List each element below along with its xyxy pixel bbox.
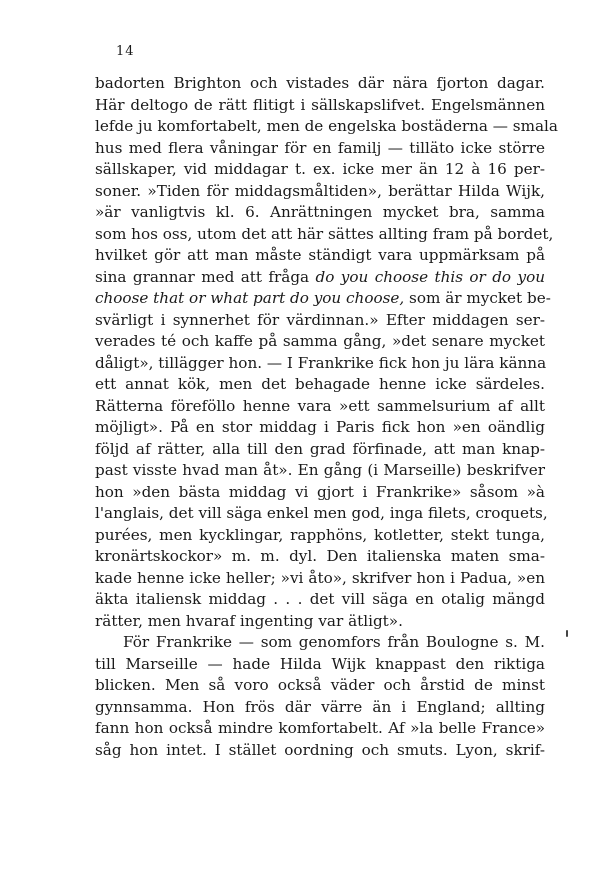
text-line: verades té och kaffe på samma gång, »det senare mycket [95, 332, 545, 350]
text-line: följd af rätter, alla till den grad förfinade, att man knap- [95, 439, 545, 458]
text-line: sällskaper, vid middagar t. ex. icke mer än 12 à 16 per- [95, 160, 545, 178]
text-line: rätter, men hvaraf ingenting var ätligt». [95, 611, 403, 630]
text-line: lefde ju komfortabelt, men de engelska bostäderna — smala [95, 117, 558, 135]
italic-english-phrase: choose that or what part do you choose, [95, 289, 405, 307]
text-line: purées, men kycklingar, rapphöns, kotletter, stekt tunga, [95, 525, 545, 544]
text-line: hon »den bästa middag vi gjort i Frankrike» såsom »à [95, 482, 545, 501]
text-line: soner. »Tiden för middagsmåltiden», berättar Hilda Wijk, [95, 181, 545, 200]
paragraph-1 [95, 73, 558, 632]
text-line: badorten Brighton och vistades där nära fjorton dagar. [95, 74, 545, 92]
text-line: choose that or what part do you choose, som är mycket be- [95, 289, 551, 307]
text-line: fann hon också mindre komfortabelt. Af »la belle France» [95, 719, 545, 737]
text-line: äkta italiensk middag . . . det vill säga en otalig mängd [95, 590, 545, 608]
text-line: blicken. Men så voro också väder och årstid de minst [95, 676, 545, 694]
body-text [95, 73, 558, 761]
text-line: som hos oss, utom det att här sättes allting fram på bordet, [95, 224, 554, 243]
text-line: kronärtskockor» m. m. dyl. Den italienska maten sma- [95, 547, 545, 565]
text-line: hus med flera våningar för en familj — tilläto icke större [95, 138, 545, 157]
text-line: sina grannar med att fråga do you choose this or do you [95, 267, 545, 286]
text-line: För Frankrike — som genomfors från Boulogne s. M. [123, 633, 545, 651]
text-line: till Marseille — hade Hilda Wijk knappast den riktiga [95, 654, 545, 673]
text-line: l'anglais, det vill säga enkel men god, inga filets, croquets, [95, 504, 548, 522]
text-line: hvilket gör att man måste ständigt vara uppmärksam på [95, 246, 545, 264]
text-line: Här deltogo de rätt flitigt i sällskapslifvet. Engelsmännen [95, 95, 545, 114]
text-line: Rätterna föreföllo henne vara »ett sammelsurium af allt [95, 396, 545, 415]
margin-mark [566, 630, 568, 637]
text-line: »är vanligtvis kl. 6. Anrättningen mycket bra, samma [95, 203, 545, 221]
paragraph-2 [95, 632, 545, 761]
text-line: ett annat kök, men det behagade henne icke särdeles. [95, 375, 545, 393]
text-line: past visste hvad man åt». En gång (i Marseille) beskrifver [95, 461, 545, 479]
text-line: kade henne icke heller; »vi åto», skrifver hon i Padua, »en [95, 568, 545, 587]
italic-english-phrase: do you choose this or do you [315, 267, 545, 286]
text-line: svärligt i synnerhet för värdinnan.» Efter middagen ser- [95, 310, 545, 329]
text-line: gynnsamma. Hon frös där värre än i England; allting [95, 697, 545, 716]
text-line: dåligt», tillägger hon. — I Frankrike fick hon ju lära känna [95, 353, 547, 372]
text-line: såg hon intet. I stället oordning och smuts. Lyon, skrif- [95, 740, 545, 759]
page-number: 14 [116, 44, 135, 59]
text-line: möjligt». På en stor middag i Paris fick hon »en oändlig [95, 418, 545, 436]
